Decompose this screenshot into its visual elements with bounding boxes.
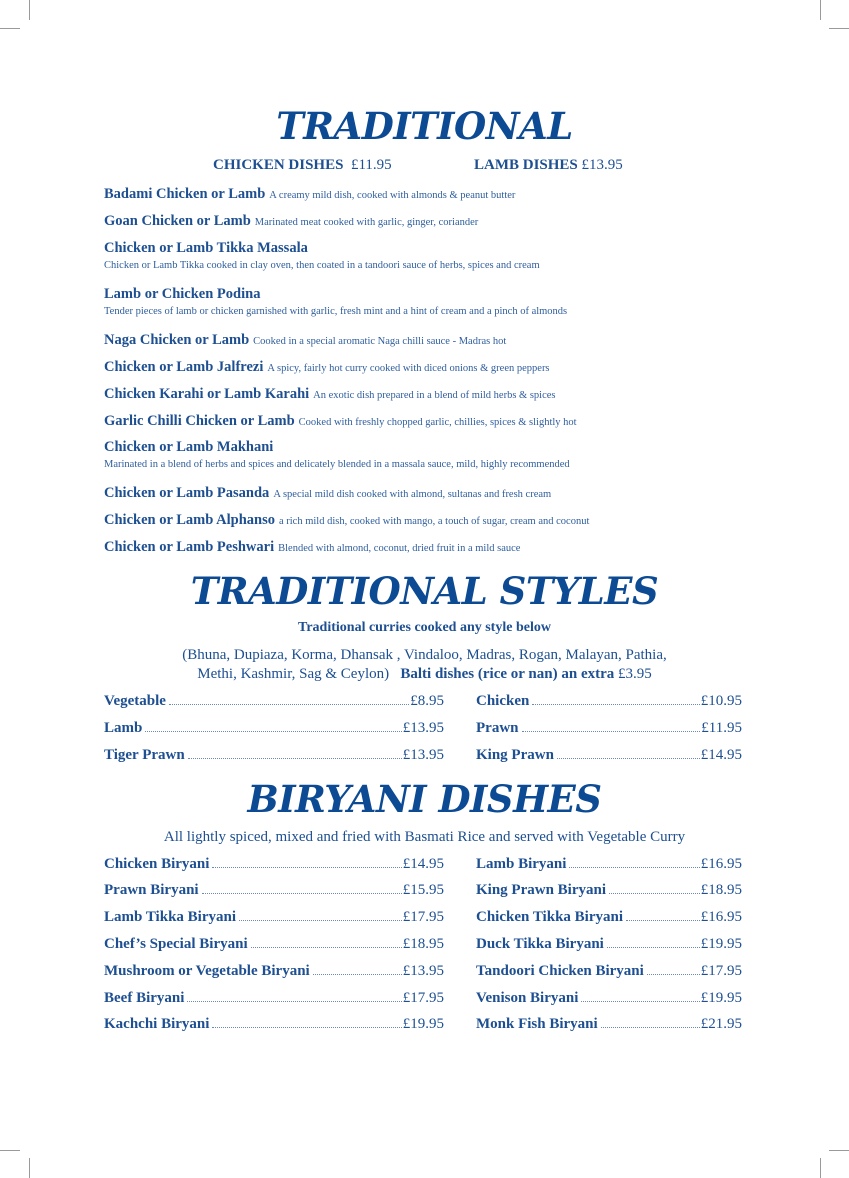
price-row: Prawn £11.95	[476, 720, 742, 736]
biryani-heading: BIRYANI DISHES	[247, 777, 602, 821]
price-row: Chicken £10.95	[476, 693, 742, 709]
crop-mark	[29, 0, 30, 20]
price-row: Vegetable £8.95	[104, 693, 444, 709]
price-row: Chef’s Special Biryani £18.95	[104, 936, 444, 952]
price-row: Tiger Prawn £13.95	[104, 747, 444, 763]
price-row: Lamb £13.95	[104, 720, 444, 736]
price-row: Lamb Biryani £16.95	[476, 856, 742, 872]
chicken-dishes-price: CHICKEN DISHES £11.95	[213, 157, 392, 173]
dish-item: Chicken or Lamb Makhani	[104, 439, 274, 455]
price-row: Kachchi Biryani £19.95	[104, 1016, 444, 1032]
lamb-dishes-price: LAMB DISHES £13.95	[474, 157, 623, 173]
traditional-heading: TRADITIONAL	[276, 104, 573, 148]
price-row: King Prawn Biryani £18.95	[476, 882, 742, 898]
dish-description: Marinated in a blend of herbs and spices and delicately blended in a massala sauce, mild, highly recommended	[104, 459, 570, 470]
crop-mark	[829, 1150, 849, 1151]
styles-list-line2: Methi, Kashmir, Sag & Ceylon) Balti dishes (rice or nan) an extra £3.95	[197, 666, 652, 682]
dish-item: Chicken or Lamb Pasanda A special mild dish cooked with almond, sultanas and fresh cream	[104, 485, 552, 501]
price-row: Monk Fish Biryani £21.95	[476, 1016, 742, 1032]
crop-mark	[829, 28, 849, 29]
price-row: Lamb Tikka Biryani £17.95	[104, 909, 444, 925]
traditional-styles-heading: TRADITIONAL STYLES	[190, 569, 659, 613]
dish-item: Chicken or Lamb Tikka Massala	[104, 240, 308, 256]
dish-item: Chicken Karahi or Lamb Karahi An exotic dish prepared in a blend of mild herbs & spices	[104, 386, 556, 402]
dish-item: Lamb or Chicken Podina	[104, 286, 261, 302]
price-row: Beef Biryani £17.95	[104, 990, 444, 1006]
dish-item: Badami Chicken or Lamb A creamy mild dish, cooked with almonds & peanut butter	[104, 186, 516, 202]
price-row: King Prawn £14.95	[476, 747, 742, 763]
dish-item: Garlic Chilli Chicken or Lamb Cooked with freshly chopped garlic, chillies, spices & slightly hot	[104, 413, 577, 429]
crop-mark	[29, 1158, 30, 1178]
price-row: Chicken Tikka Biryani £16.95	[476, 909, 742, 925]
styles-subtitle: Traditional curries cooked any style below	[298, 620, 551, 635]
styles-list-line1: (Bhuna, Dupiaza, Korma, Dhansak , Vindaloo, Madras, Rogan, Malayan, Pathia,	[182, 647, 667, 663]
dish-item: Chicken or Lamb Jalfrezi A spicy, fairly hot curry cooked with diced onions & green peppers	[104, 359, 550, 375]
price-row: Prawn Biryani £15.95	[104, 882, 444, 898]
price-row: Chicken Biryani £14.95	[104, 856, 444, 872]
price-row: Mushroom or Vegetable Biryani £13.95	[104, 963, 444, 979]
dish-description: Tender pieces of lamb or chicken garnished with garlic, fresh mint and a hint of cream and a pinch of almonds	[104, 306, 568, 317]
crop-mark	[0, 28, 20, 29]
price-row: Venison Biryani £19.95	[476, 990, 742, 1006]
crop-mark	[820, 1158, 821, 1178]
price-row: Duck Tikka Biryani £19.95	[476, 936, 742, 952]
dish-item: Chicken or Lamb Peshwari Blended with almond, coconut, dried fruit in a mild sauce	[104, 539, 521, 555]
dish-item: Chicken or Lamb Alphanso a rich mild dish, cooked with mango, a touch of sugar, cream and coconut	[104, 512, 590, 528]
dish-description: Chicken or Lamb Tikka cooked in clay oven, then coated in a tandoori sauce of herbs, spices and cream	[104, 260, 540, 271]
crop-mark	[820, 0, 821, 20]
dish-item: Goan Chicken or Lamb Marinated meat cooked with garlic, ginger, coriander	[104, 213, 479, 229]
crop-mark	[0, 1150, 20, 1151]
biryani-subtitle: All lightly spiced, mixed and fried with Basmati Rice and served with Vegetable Curry	[163, 829, 686, 845]
price-row: Tandoori Chicken Biryani £17.95	[476, 963, 742, 979]
dish-item: Naga Chicken or Lamb Cooked in a special aromatic Naga chilli sauce - Madras hot	[104, 332, 507, 348]
